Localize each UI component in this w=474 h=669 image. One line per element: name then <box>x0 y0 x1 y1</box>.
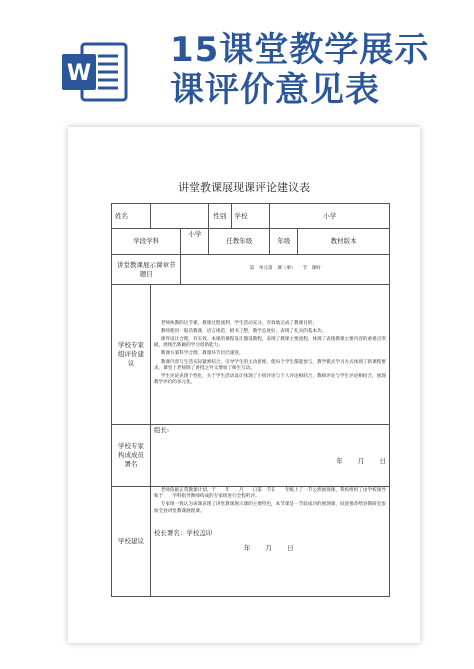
hero-title <box>170 30 429 110</box>
date2-year: 年 <box>243 543 251 552</box>
date1-month: 月 <box>357 456 365 465</box>
document-page <box>68 127 420 643</box>
group-leader-label: 组长: <box>153 426 170 434</box>
textbook-label: 教材版本 <box>298 229 390 255</box>
topic-value: 第 单元第 课（册） 节 课时 <box>181 255 390 285</box>
school-opinion-label: 学校建议 <box>112 487 151 597</box>
date1-year: 年 <box>336 456 343 465</box>
expert-label: 学校专家组评价建议 <box>112 285 151 425</box>
hero-title-line2: 课评价意见表 <box>170 70 380 110</box>
school-opinion-cell <box>150 487 389 597</box>
date-line-2 <box>154 544 386 553</box>
topic-label: 讲堂教课展示课章节题目 <box>112 255 181 285</box>
subject-value: 小学 <box>181 229 209 255</box>
gender-label: 性别 <box>209 204 231 229</box>
word-icon-letter: W <box>66 61 92 86</box>
expert-paragraph: 教课方案科学合理，教课环节层层递进。 <box>160 351 244 357</box>
school-paragraph: 老师依据正常教课计划，于 年 月 日第 节在 年级上了一节公然展现课，我校组织了由学校领导和于 学科指导教师构成的专家组进行全程听评。 <box>153 488 386 500</box>
teaching-grade-label: 任教年级 <box>209 229 270 255</box>
document-title: 讲堂教课展现课评论建议表 <box>178 181 310 194</box>
expert-paragraph: 课件设计合理，有实效。本课的课程设计题设教程，表现了教课主要流程，体现了表现教课主要内容的重难点突破，展现出新颖的学习创新能力。 <box>153 337 386 349</box>
school-level-value: 小学 <box>270 204 390 229</box>
evaluation-form <box>111 203 390 597</box>
school-paragraph: 专家组一致认为该课表现了讲堂教课展示课的主要特色，本节课是一节较成功的展现课，同意推荐给县教研室参加全县讲堂教课展现课。 <box>153 502 386 514</box>
expert-paragraph: 教师使用一般话教课，语言规范，板书工整，教学态度好，表现了扎实的基本功。 <box>160 328 327 334</box>
date2-day: 日 <box>287 543 294 552</box>
family-label: 学校专家构成成员署名 <box>112 425 151 487</box>
expert-comments <box>150 285 389 425</box>
name-value[interactable] <box>150 204 208 229</box>
grade-label: 年级 <box>270 229 298 255</box>
expert-paragraph: 学生评论表现个性化，关于学生活动设计体现了小组评论与个人评论相结合，教师评论与学生评论相结合，展现教学评价的多元化。 <box>153 373 386 386</box>
expert-paragraph: 老师执教的这节课，教课过程流利，学生活动充分，有效地完成了教课目的； <box>160 320 317 326</box>
date2-month: 月 <box>265 543 272 552</box>
name-label: 姓名 <box>112 204 151 229</box>
expert-paragraph: 教课内容与生活实际紧密结合，引导学生的主动思维，使每个学生都能参与，教学模式学习方式体现了新课程要求，课堂上老师除了讲授之外又增加了师生互动。 <box>153 359 386 371</box>
date1-day: 日 <box>379 456 386 465</box>
hero-title-line1: 15课堂教学展示 <box>170 30 430 70</box>
date-line-1 <box>154 457 386 466</box>
word-icon <box>60 40 130 104</box>
principal-label: 校长署名：学校盖印 <box>153 528 213 537</box>
school-label-row1: 学校 <box>231 204 270 229</box>
expert-signature-cell <box>150 425 389 487</box>
subject-label: 学段学科 <box>112 229 181 255</box>
